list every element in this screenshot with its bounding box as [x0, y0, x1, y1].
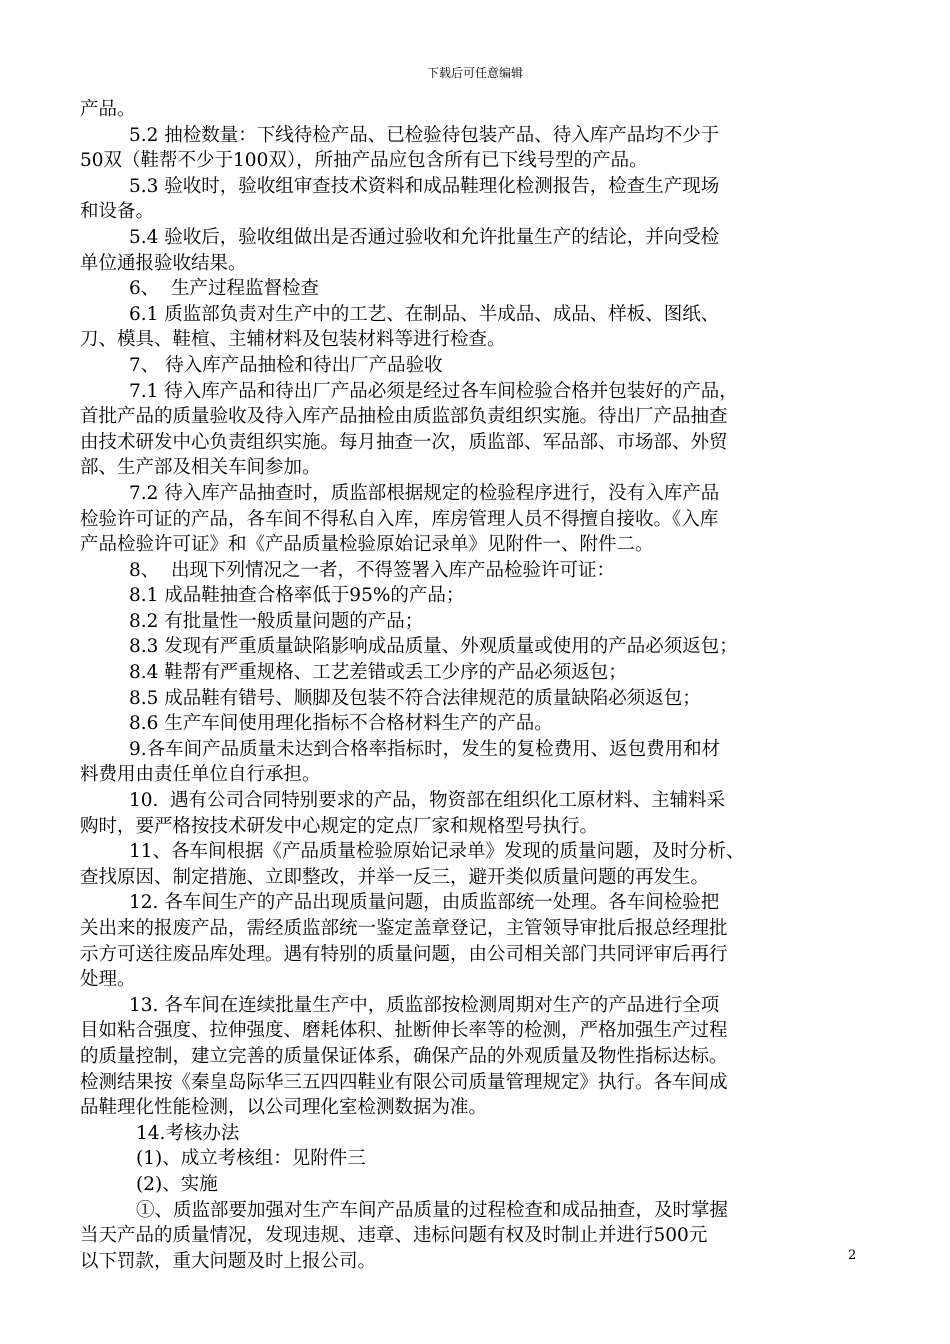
text-line: 品鞋理化性能检测，以公司理化室检测数据为准。 [80, 1097, 488, 1119]
text-line: ①、质监部要加强对生产车间产品质量的过程检查和成品抽查，及时掌握 [136, 1199, 729, 1221]
text-line: (2)、实施 [136, 1173, 218, 1195]
text-line: 6.1 质监部负责对生产中的工艺、在制品、半成品、成品、样板、图纸、 [129, 303, 720, 325]
text-line: 9.各车间产品质量未达到合格率指标时，发生的复检费用、返包费用和材 [129, 738, 721, 760]
text-line: 单位通报验收结果。 [80, 252, 247, 274]
text-line: 5.4 验收后，验收组做出是否通过验收和允许批量生产的结论，并向受检 [129, 226, 720, 248]
text-line: 示方可送往废品库处理。遇有特别的质量问题，由公司相关部门共同评审后再行 [80, 943, 728, 965]
text-line: 13. 各车间在连续批量生产中，质监部按检测周期对生产的产品进行全项 [129, 994, 720, 1016]
text-line: 5.3 验收时，验收组审查技术资料和成品鞋理化检测报告，检查生产现场 [129, 175, 720, 197]
document-body [80, 97, 870, 1274]
text-line: 检验许可证的产品，各车间不得私自入库，库房管理人员不得擅自接收。《入库 [80, 508, 719, 530]
text-line: 查找原因、制定措施、立即整改，并举一反三，避开类似质量问题的再发生。 [80, 866, 710, 888]
text-line: 和设备。 [80, 201, 155, 223]
text-line: 以下罚款，重大问题及时上报公司。 [80, 1250, 377, 1272]
page-number: 2 [848, 1248, 857, 1263]
text-line: 8.1 成品鞋抽查合格率低于95%的产品； [129, 585, 465, 607]
text-line: 7.2 待入库产品抽查时，质监部根据规定的检验程序进行，没有入库产品 [129, 482, 720, 504]
text-line: 12. 各车间生产的产品出现质量问题，由质监部统一处理。各车间检验把 [129, 892, 720, 914]
text-line: 的质量控制，建立完善的质量保证体系，确保产品的外观质量及物性指标达标。 [80, 1045, 728, 1067]
text-line: 目如粘合强度、拉伸强度、磨耗体积、扯断伸长率等的检测，严格加强生产过程 [80, 1020, 728, 1042]
text-line: 处理。 [80, 969, 136, 991]
text-line: 5.2 抽检数量：下线待检产品、已检验待包装产品、待入库产品均不少于 [129, 124, 720, 146]
text-line: 关出来的报废产品，需经质监部统一鉴定盖章登记，主管领导审批后报总经理批 [80, 918, 728, 939]
text-line: 刀、模具、鞋楦、主辅材料及包装材料等进行检查。 [80, 329, 506, 351]
text-line: 产品检验许可证》和《产品质量检验原始记录单》见附件一、附件二。 [80, 534, 654, 556]
text-line: 8.6 生产车间使用理化指标不合格材料生产的产品。 [129, 713, 553, 735]
text-line: 料费用由责任单位自行承担。 [80, 764, 321, 786]
text-line: 购时，要严格按技术研发中心规定的定点厂家和规格型号执行。 [80, 815, 599, 837]
text-line: 产品。 [80, 99, 136, 120]
text-line: 8.2 有批量性一般质量问题的产品； [129, 610, 424, 632]
text-line: 当天产品的质量情况，发现违规、违章、违标问题有权及时制止并进行500元 [80, 1225, 708, 1247]
text-line: (1)、成立考核组：见附件三 [136, 1148, 366, 1170]
text-line: 11、各车间根据《产品质量检验原始记录单》发现的质量问题，及时分析、 [129, 841, 745, 863]
text-line: 部、生产部及相关车间参加。 [80, 457, 321, 479]
text-line: 首批产品的质量验收及待入库产品抽检由质监部负责组织实施。待出厂产品抽查 [80, 406, 728, 428]
text-line: 8.4 鞋帮有严重规格、工艺差错或丢工少序的产品必须返包； [129, 662, 627, 684]
page-header: 下载后可任意编辑 [426, 66, 523, 80]
text-line: 14.考核办法 [136, 1122, 240, 1144]
text-line: 7、 待入库产品抽检和待出厂产品验收 [129, 354, 443, 376]
text-line: 10. 遇有公司合同特别要求的产品，物资部在组织化工原材料、主辅料采 [129, 790, 726, 812]
text-line: 6、 生产过程监督检查 [129, 278, 320, 300]
text-line: 7.1 待入库产品和待出厂产品必须是经过各车间检验合格并包装好的产品， [129, 380, 738, 402]
text-line: 由技术研发中心负责组织实施。每月抽查一次，质监部、军品部、市场部、外贸 [80, 431, 728, 453]
text-line: 8、 出现下列情况之一者，不得签署入库产品检验许可证： [129, 559, 616, 581]
text-line: 8.5 成品鞋有错号、顺脚及包装不符合法律规范的质量缺陷必须返包； [129, 687, 701, 709]
text-line: 检测结果按《秦皇岛际华三五四四鞋业有限公司质量管理规定》执行。各车间成 [80, 1071, 728, 1093]
text-line: 8.3 发现有严重质量缺陷影响成品质量、外观质量或使用的产品必须返包； [129, 636, 738, 658]
text-line: 50双（鞋帮不少于100双），所抽产品应包含所有已下线号型的产品。 [80, 150, 648, 172]
